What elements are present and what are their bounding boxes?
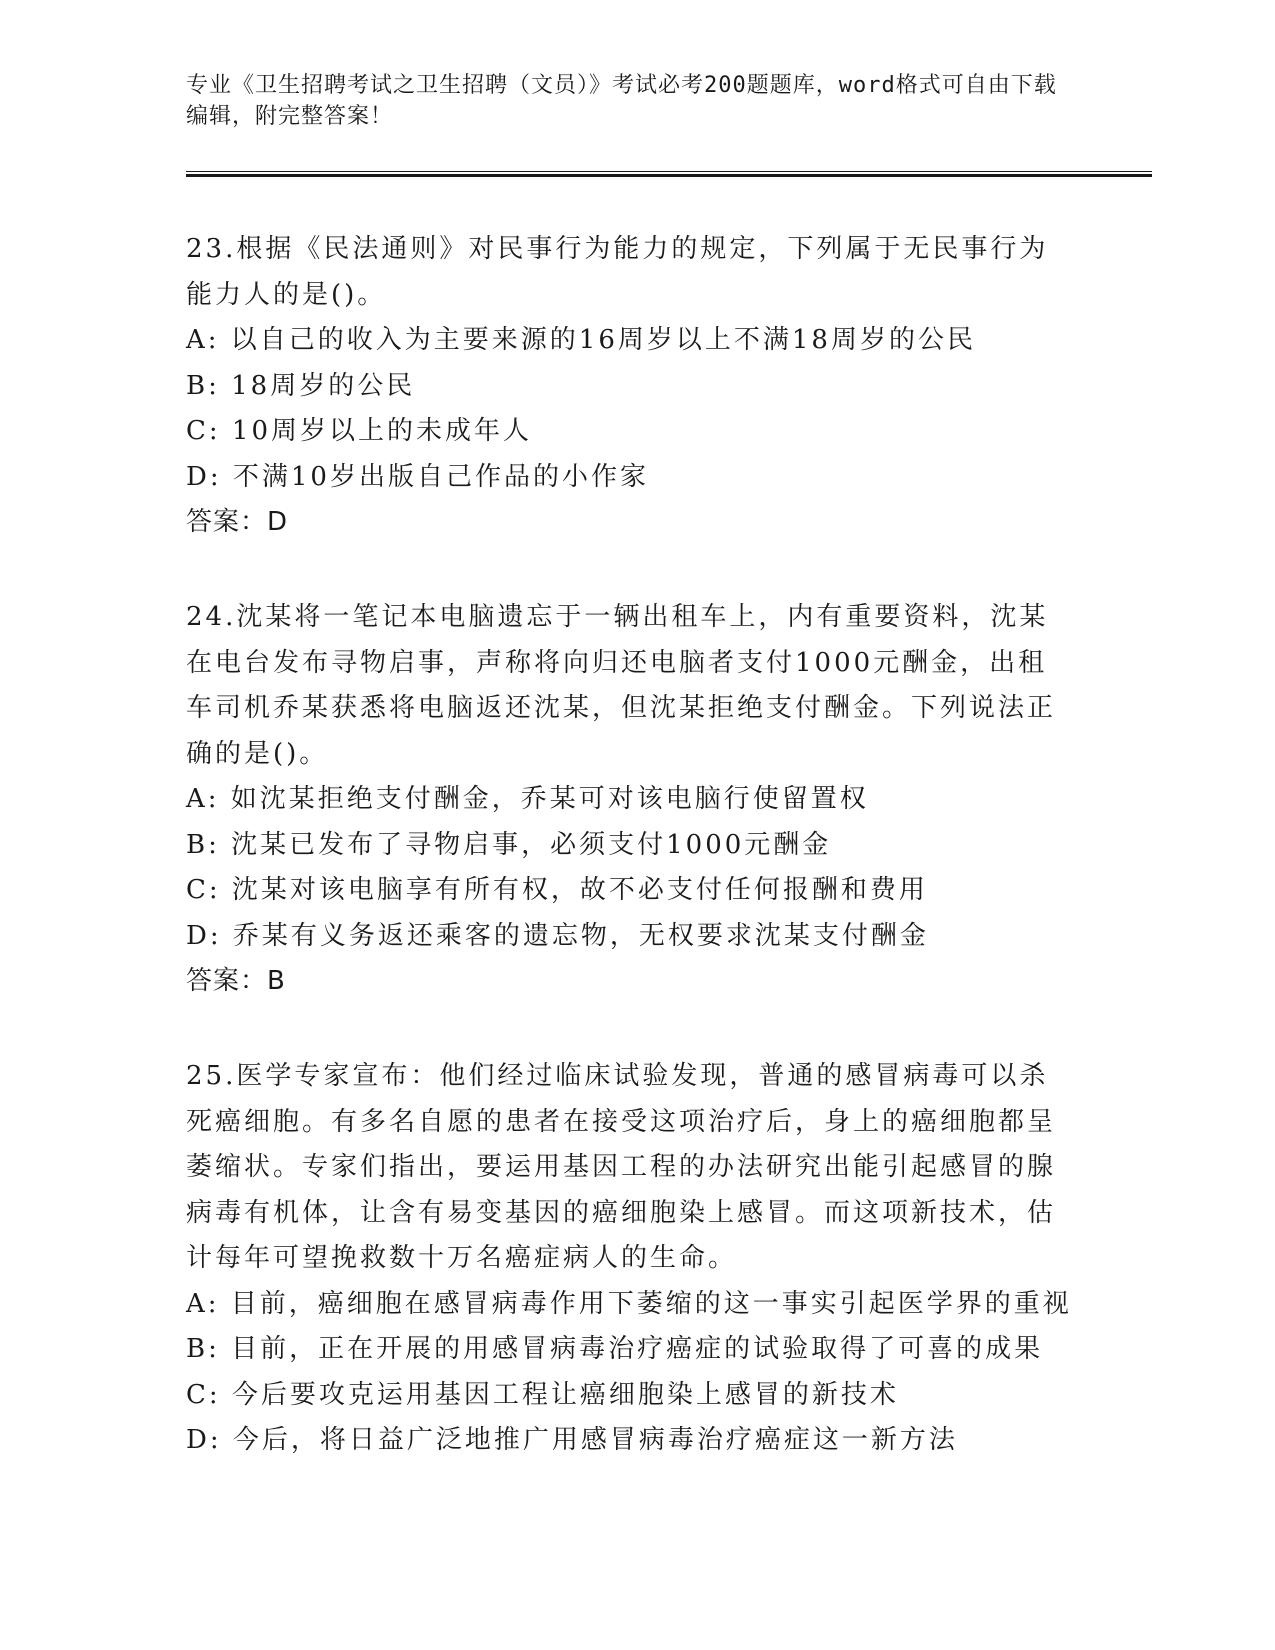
option-c: C: 沈某对该电脑享有所有权，故不必支付任何报酬和费用 <box>186 875 928 905</box>
question-23 <box>186 227 1066 545</box>
option-b: B: 沈某已发布了寻物启事，必须支付1000元酬金 <box>186 829 832 860</box>
option-d: D: 不满10岁出版自己作品的小作家 <box>186 461 649 492</box>
option-a: A: 如沈某拒绝支付酬金，乔某可对该电脑行使留置权 <box>186 784 869 814</box>
header-divider <box>186 171 1152 177</box>
option-a: A: 目前，癌细胞在感冒病毒作用下萎缩的这一事实引起医学界的重视 <box>186 1288 1072 1319</box>
document-page <box>186 70 1156 1464</box>
option-c: C: 今后要攻克运用基因工程让癌细胞染上感冒的新技术 <box>186 1379 899 1410</box>
option-b: B: 18周岁的公民 <box>186 370 416 401</box>
option-c: C: 10周岁以上的未成年人 <box>186 416 533 446</box>
option-d: D: 今后，将日益广泛地推广用感冒病毒治疗癌症这一新方法 <box>186 1425 958 1455</box>
option-b: B: 目前，正在开展的用感冒病毒治疗癌症的试验取得了可喜的成果 <box>186 1334 1044 1364</box>
question-stem: 23.根据《民法通则》对民事行为能力的规定，下列属于无民事行为能力人的是()。 <box>186 234 1049 310</box>
answer-label: 答案：B <box>186 966 286 996</box>
question-stem: 24.沈某将一笔记本电脑遗忘于一辆出租车上，内有重要资料，沈某在电台发布寻物启事，声称将向归还电脑者支付1000元酬金，出租车司机乔某获悉将电脑返还沈某，但沈某拒绝支付酬金。下列说法正确的是()。 <box>186 602 1057 769</box>
question-24 <box>186 595 1066 1004</box>
document-header: 专业《卫生招聘考试之卫生招聘（文员）》考试必考200题题库，word格式可自由下载编辑，附完整答案！ <box>186 73 1057 129</box>
question-25 <box>186 1054 1072 1464</box>
question-stem: 25.医学专家宣布：他们经过临床试验发现，普通的感冒病毒可以杀死癌细胞。有多名自愿的患者在接受这项治疗后，身上的癌细胞都呈萎缩状。专家们指出，要运用基因工程的办法研究出能引起感冒的腺病毒有机体，让含有易变基因的癌细胞染上感冒。而这项新技术，估计每年可望挽救数十万名癌症病人的生命。 <box>186 1061 1057 1273</box>
option-d: D: 乔某有义务返还乘客的遗忘物，无权要求沈某支付酬金 <box>186 920 929 951</box>
option-a: A: 以自己的收入为主要来源的16周岁以上不满18周岁的公民 <box>186 325 976 355</box>
answer-label: 答案：D <box>186 507 289 537</box>
